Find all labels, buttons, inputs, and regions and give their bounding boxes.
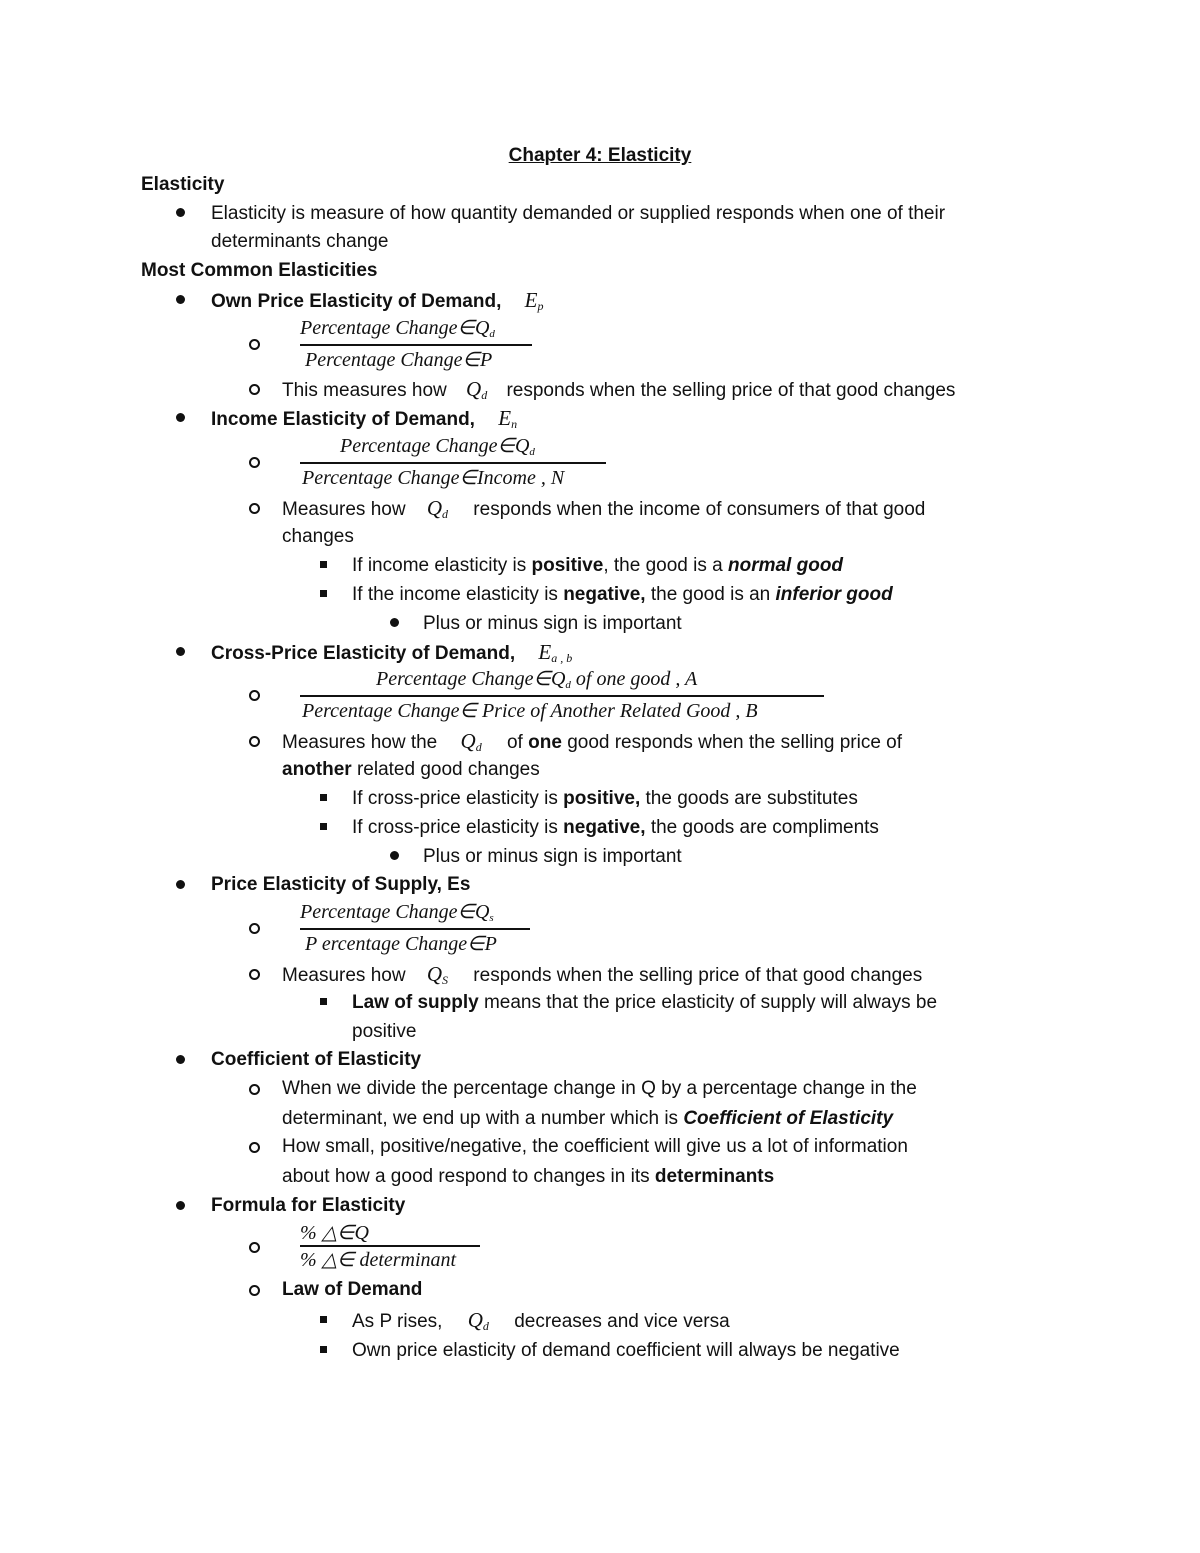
- square-bullet-icon: [320, 823, 327, 830]
- cross-sign-note: Plus or minus sign is important: [423, 846, 682, 867]
- circle-bullet-icon: [249, 1142, 260, 1153]
- circle-bullet-icon: [249, 339, 260, 350]
- circle-bullet-icon: [249, 923, 260, 934]
- law-of-demand-note: As P rises, $Q_d$ decreases and vice versa: [352, 1308, 730, 1333]
- elasticity-definition-cont: determinants change: [211, 231, 389, 252]
- income-heading: Income Elasticity of Demand, $E_n$: [211, 406, 518, 431]
- circle-bullet-icon: [249, 457, 260, 468]
- supply-heading: Price Elasticity of Supply, Es: [211, 874, 471, 895]
- bullet-icon: [176, 208, 185, 217]
- elasticity-definition: Elasticity is measure of how quantity demanded or supplied responds when one of their: [211, 203, 946, 224]
- bullet-icon: [176, 880, 185, 889]
- own-price-coefficient-note: Own price elasticity of demand coefficient will always be negative: [352, 1340, 900, 1361]
- own-price-explanation: This measures how $Q_d$ responds when the selling price of that good changes: [282, 377, 956, 402]
- square-bullet-icon: [320, 794, 327, 801]
- bullet-icon: [176, 413, 185, 422]
- circle-bullet-icon: [249, 736, 260, 747]
- cross-positive-note: If cross-price elasticity is positive, the goods are substitutes: [352, 788, 858, 809]
- bullet-icon: [390, 618, 399, 627]
- cross-negative-note: If cross-price elasticity is negative, the goods are compliments: [352, 817, 879, 838]
- square-bullet-icon: [320, 1346, 327, 1353]
- cross-price-explanation: Measures how the $Q_d$ of one good responds when the selling price of: [282, 729, 903, 754]
- cross-price-explanation-cont: another related good changes: [282, 759, 540, 780]
- coefficient-info: How small, positive/negative, the coefficient will give us a lot of information: [282, 1136, 908, 1157]
- own-price-heading: Own Price Elasticity of Demand, $E_p$: [211, 288, 544, 313]
- section-heading-elasticity: Elasticity: [141, 174, 225, 195]
- circle-bullet-icon: [249, 1242, 260, 1253]
- law-of-demand-heading: Law of Demand: [282, 1279, 423, 1300]
- coefficient-explanation: When we divide the percentage change in Q by a percentage change in the: [282, 1078, 917, 1099]
- circle-bullet-icon: [249, 384, 260, 395]
- coefficient-explanation-cont: determinant, we end up with a number which is Coefficient of Elasticity: [282, 1108, 894, 1129]
- circle-bullet-icon: [249, 1084, 260, 1095]
- square-bullet-icon: [320, 998, 327, 1005]
- bullet-icon: [176, 1055, 185, 1064]
- formula-heading: Formula for Elasticity: [211, 1195, 406, 1216]
- section-heading-common: Most Common Elasticities: [141, 260, 378, 281]
- law-of-supply-note: Law of supply means that the price elasticity of supply will always be: [352, 992, 938, 1013]
- square-bullet-icon: [320, 590, 327, 597]
- circle-bullet-icon: [249, 503, 260, 514]
- circle-bullet-icon: [249, 690, 260, 701]
- square-bullet-icon: [320, 561, 327, 568]
- income-explanation: Measures how $Q_d$ responds when the income of consumers of that good: [282, 496, 926, 521]
- cross-price-heading: Cross-Price Elasticity of Demand, $E_{a , b}$: [211, 640, 573, 665]
- document-page: Chapter 4: Elasticity Elasticity Elasticity is measure of how quantity demanded or supplied responds when one of their determinants change Most Common Elasticities Own Price Elasticity of Demand, $E_p$ Percentage $Change\in Q_d$ Percentage Change∈P This measures how $Q_d$ responds when the selling price of that good changes Income Elasticity of Demand, $E_n$ Percentage $Change\in Q_d$ Percentage Change∈Income , N Measures how $Q_d$ responds when the income of consumers of that good changes If income elasticity is positive, the good is a normal good If the income elasticity is negative, the good is an inferior good Plus or minus sign is important Cross-Price Elasticity of Demand, $E_{a , b}$ Percentage $Change\in Q_d$ of one good , A Percentage Change∈ Price of Another Related Good , B Measures how the $Q_d$ of one good responds when the selling price of another related good changes If cross-price elasticity is positive, the goods are substitutes If cross-price elasticity is negative, the goods are compliments Plus or minus sign is important Price Elasticity of Supply, Es Percentage $Change\in Q_s$ P ercentage Change∈P Measures how $Q_S$ responds when the selling price of that good changes Law of supply means that the price elasticity of supply will always be positive Coefficient of Elasticity When we divide the percentage change in Q by a percentage change in the determinant, we end up with a number which is Coefficient of Elasticity How small, positive/negative, the coefficient will give us a lot of information about how a good respond to changes in its determinants Formula for Elasticity % △∈Q % △∈ determinant Law of Demand As P rises, $Q_d$ decreases and vice versa Own price elasticity of demand coefficient will always be negative: [0, 0, 1200, 1553]
- bullet-icon: [176, 295, 185, 304]
- bullet-icon: [176, 647, 185, 656]
- income-positive-note: If income elasticity is positive, the good is a normal good: [352, 555, 844, 576]
- law-of-supply-note-cont: positive: [352, 1021, 417, 1042]
- circle-bullet-icon: [249, 969, 260, 980]
- bullet-icon: [390, 851, 399, 860]
- coefficient-heading: Coefficient of Elasticity: [211, 1049, 422, 1070]
- supply-explanation: Measures how $Q_S$ responds when the selling price of that good changes: [282, 962, 923, 987]
- income-sign-note: Plus or minus sign is important: [423, 613, 682, 634]
- page-title: Chapter 4: Elasticity: [508, 145, 692, 166]
- circle-bullet-icon: [249, 1285, 260, 1296]
- square-bullet-icon: [320, 1316, 327, 1323]
- coefficient-info-cont: about how a good respond to changes in its determinants: [282, 1166, 775, 1187]
- bullet-icon: [176, 1201, 185, 1210]
- income-explanation-cont: changes: [282, 526, 354, 547]
- income-negative-note: If the income elasticity is negative, the good is an inferior good: [352, 584, 893, 605]
